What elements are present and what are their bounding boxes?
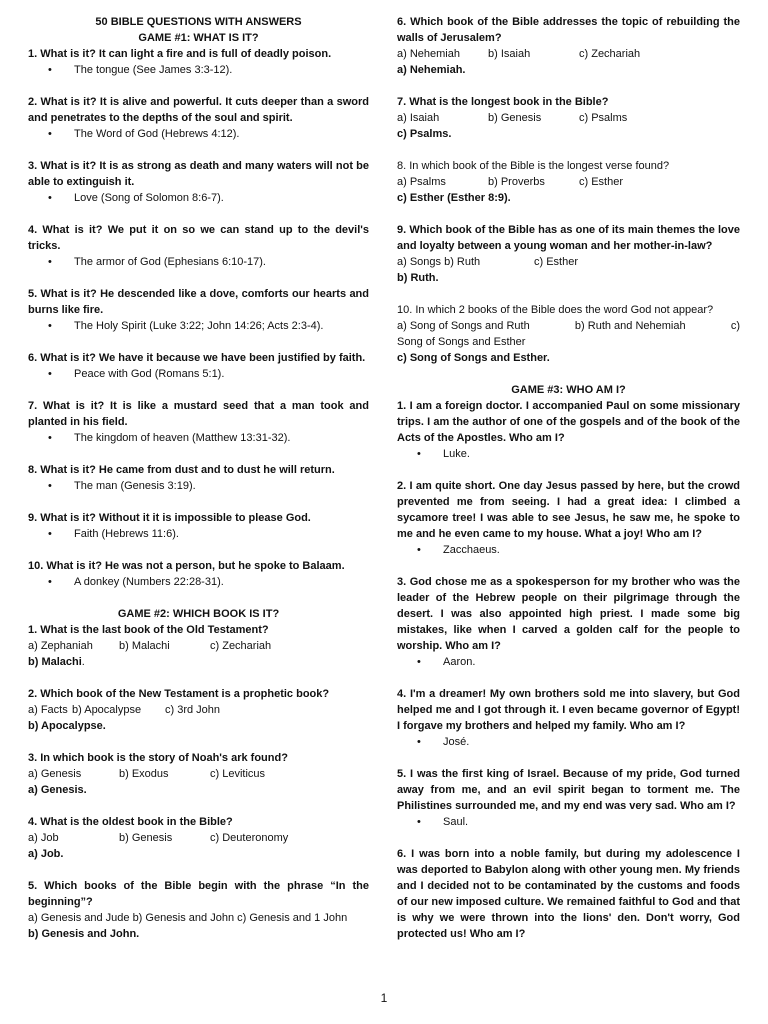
options-row xyxy=(28,766,369,782)
option: a) Genesis xyxy=(28,768,82,780)
answer-item xyxy=(397,654,740,670)
answer-text: Love (Song of Solomon 8:6-7). xyxy=(74,192,224,204)
option: a) Song of Songs and Ruth xyxy=(397,320,530,332)
option: c) Zechariah xyxy=(579,48,641,60)
answer-text: The armor of God (Ephesians 6:10-17). xyxy=(74,256,266,268)
answer-text: The kingdom of heaven (Matthew 13:31-32). xyxy=(74,432,291,444)
question: 4. I'm a dreamer! My own brothers sold me into slavery, but God helped me and I got through it. I even became governor of Egypt! I forgave my brothers and helped my family. Who am I? xyxy=(397,688,740,732)
game2-heading: GAME #2: WHICH BOOK IS IT? xyxy=(117,608,280,620)
question: 2. Which book of the New Testament is a prophetic book? xyxy=(28,688,330,700)
answer-item xyxy=(397,446,740,462)
answer: b) Genesis and John. xyxy=(28,928,140,940)
answer-text: Zacchaeus. xyxy=(443,544,500,556)
bullet-icon: • xyxy=(417,656,421,668)
bullet-icon: • xyxy=(48,320,52,332)
question: 3. What is it? It is as strong as death and many waters will not be able to extinguish it. xyxy=(28,160,369,188)
option: b) Genesis xyxy=(488,112,542,124)
question: 6. Which book of the Bible addresses the topic of rebuilding the walls of Jerusalem? xyxy=(397,16,740,44)
answer-item xyxy=(28,430,369,446)
option: c) Zechariah xyxy=(210,640,272,652)
bullet-icon: • xyxy=(48,128,52,140)
answer-item xyxy=(397,814,740,830)
answer-text: The man (Genesis 3:19). xyxy=(74,480,196,492)
answer-item xyxy=(28,574,369,590)
option: b) Ruth and Nehemiah xyxy=(574,320,686,332)
options-row xyxy=(397,46,740,62)
answer-item xyxy=(28,190,369,206)
answer-punct: . xyxy=(81,656,85,668)
answer-text: The Holy Spirit (Luke 3:22; John 14:26; Acts 2:3-4). xyxy=(74,320,324,332)
right-column xyxy=(397,14,740,942)
option: a) Nehemiah xyxy=(397,48,460,60)
question: 7. What is the longest book in the Bible? xyxy=(397,96,609,108)
answer-item xyxy=(28,318,369,334)
answer: a) Genesis. xyxy=(28,784,87,796)
answer-item xyxy=(28,366,369,382)
option: a) Zephaniah xyxy=(28,640,93,652)
answer-item xyxy=(28,254,369,270)
option: a) Isaiah xyxy=(397,112,440,124)
question: 1. What is the last book of the Old Testament? xyxy=(28,624,269,636)
bullet-icon: • xyxy=(48,528,52,540)
options-row xyxy=(28,830,369,846)
answer-item xyxy=(397,542,740,558)
question: 5. Which books of the Bible begin with the phrase “In the beginning”? xyxy=(28,880,369,908)
question: 10. In which 2 books of the Bible does the word God not appear? xyxy=(397,304,714,316)
bullet-icon: • xyxy=(48,64,52,76)
bullet-icon: • xyxy=(48,432,52,444)
option: b) Malachi xyxy=(119,640,170,652)
question: 7. What is it? It is like a mustard seed that a man took and planted in his field. xyxy=(28,400,369,428)
options-row xyxy=(28,702,369,718)
bullet-icon: • xyxy=(417,736,421,748)
answer: a) Nehemiah. xyxy=(397,64,466,76)
options-row: a) Genesis and Jude b) Genesis and John c) Genesis and 1 John xyxy=(28,912,348,924)
option: a) Job xyxy=(28,832,59,844)
bullet-icon: • xyxy=(48,192,52,204)
question: 8. What is it? He came from dust and to dust he will return. xyxy=(28,464,335,476)
question: 8. In which book of the Bible is the longest verse found? xyxy=(397,160,670,172)
option: b) Isaiah xyxy=(488,48,531,60)
option: c) Psalms xyxy=(579,112,628,124)
answer xyxy=(28,654,369,670)
answer-text: Saul. xyxy=(443,816,469,828)
document-title: 50 BIBLE QUESTIONS WITH ANSWERS xyxy=(95,16,302,28)
option: b) Exodus xyxy=(119,768,169,780)
options-row xyxy=(397,174,740,190)
question: 10. What is it? He was not a person, but he spoke to Balaam. xyxy=(28,560,345,572)
option: b) Apocalypse xyxy=(72,704,142,716)
options-row xyxy=(28,638,369,654)
question: 4. What is it? We put it on so we can stand up to the devil's tricks. xyxy=(28,224,369,252)
answer: b) Apocalypse. xyxy=(28,720,106,732)
question: 2. What is it? It is alive and powerful. It cuts deeper than a sword and penetrates to the depths of the soul and spirit. xyxy=(28,96,369,124)
bullet-icon: • xyxy=(48,480,52,492)
answer-item xyxy=(28,526,369,542)
question: 5. I was the first king of Israel. Because of my pride, God turned away from me, and an evil spirit began to torment me. The Philistines surrounded me, and my end was very sad. Who am I? xyxy=(397,768,740,812)
question: 6. I was born into a noble family, but during my adolescence I was deported to Babylon along with other young men. My friends and I decided not to be contaminated by the customs and foods of our new imposed culture. We remained faithful to God and that is why we were thrown into the lions' den. Don't worry, God protected us! Who am I? xyxy=(397,848,740,940)
answer-text: Luke. xyxy=(443,448,470,460)
answer-text: The tongue (See James 3:3-12). xyxy=(74,64,233,76)
question: 6. What is it? We have it because we have been justified by faith. xyxy=(28,352,366,364)
option: c) Esther xyxy=(534,256,579,268)
option: b) Genesis xyxy=(119,832,173,844)
answer-item xyxy=(28,62,369,78)
bullet-icon: • xyxy=(48,368,52,380)
answer: c) Esther (Esther 8:9). xyxy=(397,192,511,204)
answer-text: José. xyxy=(443,736,470,748)
option: c) 3rd John xyxy=(165,704,221,716)
question: 5. What is it? He descended like a dove, comforts our hearts and burns like fire. xyxy=(28,288,369,316)
page-number: 1 xyxy=(380,991,388,1005)
answer-item xyxy=(397,734,740,750)
bullet-icon: • xyxy=(48,256,52,268)
bullet-icon: • xyxy=(417,448,421,460)
answer-text: Aaron. xyxy=(443,656,476,668)
question: 9. What is it? Without it it is impossible to please God. xyxy=(28,512,311,524)
option-continued: Song of Songs and Esther xyxy=(397,336,526,348)
answer: b) Ruth. xyxy=(397,272,439,284)
question: 2. I am quite short. One day Jesus passed by here, but the crowd prevented me from seeing. I had a great idea: I climbed a sycamore tree! I was able to see Jesus, he saw me, he spoke to me and he even came to my house. What a joy! Who am I? xyxy=(397,480,740,540)
option: a) Psalms xyxy=(397,176,446,188)
option: c) Esther xyxy=(579,176,624,188)
answer-text: Peace with God (Romans 5:1). xyxy=(74,368,225,380)
question: 9. Which book of the Bible has as one of its main themes the love and loyalty between a young woman and her mother-in-law? xyxy=(397,224,740,252)
options-row xyxy=(397,318,740,334)
question: 4. What is the oldest book in the Bible? xyxy=(28,816,233,828)
option: a) Songs b) Ruth xyxy=(397,256,481,268)
bullet-icon: • xyxy=(417,816,421,828)
answer-text: Faith (Hebrews 11:6). xyxy=(74,528,179,540)
options-row xyxy=(397,254,740,270)
question: 3. In which book is the story of Noah's ark found? xyxy=(28,752,288,764)
options-row xyxy=(397,110,740,126)
bullet-icon: • xyxy=(48,576,52,588)
option: c) Deuteronomy xyxy=(210,832,289,844)
answer-text: b) Malachi xyxy=(28,656,82,668)
option: b) Proverbs xyxy=(488,176,545,188)
option: c) xyxy=(730,320,740,332)
answer: a) Job. xyxy=(28,848,64,860)
bullet-icon: • xyxy=(417,544,421,556)
answer-text: The Word of God (Hebrews 4:12). xyxy=(74,128,240,140)
answer-item xyxy=(28,126,369,142)
option: a) Facts xyxy=(28,704,68,716)
answer-item xyxy=(28,478,369,494)
game3-heading: GAME #3: WHO AM I? xyxy=(511,384,626,396)
game1-heading: GAME #1: WHAT IS IT? xyxy=(138,32,259,44)
option: c) Leviticus xyxy=(210,768,266,780)
answer: c) Song of Songs and Esther. xyxy=(397,352,550,364)
answer-text: A donkey (Numbers 22:28-31). xyxy=(74,576,224,588)
answer: c) Psalms. xyxy=(397,128,452,140)
left-column xyxy=(28,14,369,942)
question: 3. God chose me as a spokesperson for my brother who was the leader of the Hebrew people on their pilgrimage through the desert. I was also appointed high priest. I made some big mistakes, like when I carved a golden calf for the people to worship. Who am I? xyxy=(397,576,740,652)
question: 1. What is it? It can light a fire and is full of deadly poison. xyxy=(28,48,332,60)
question: 1. I am a foreign doctor. I accompanied Paul on some missionary trips. I am the author of one of the gospels and of the book of the Acts of the Apostles. Who am I? xyxy=(397,400,740,444)
